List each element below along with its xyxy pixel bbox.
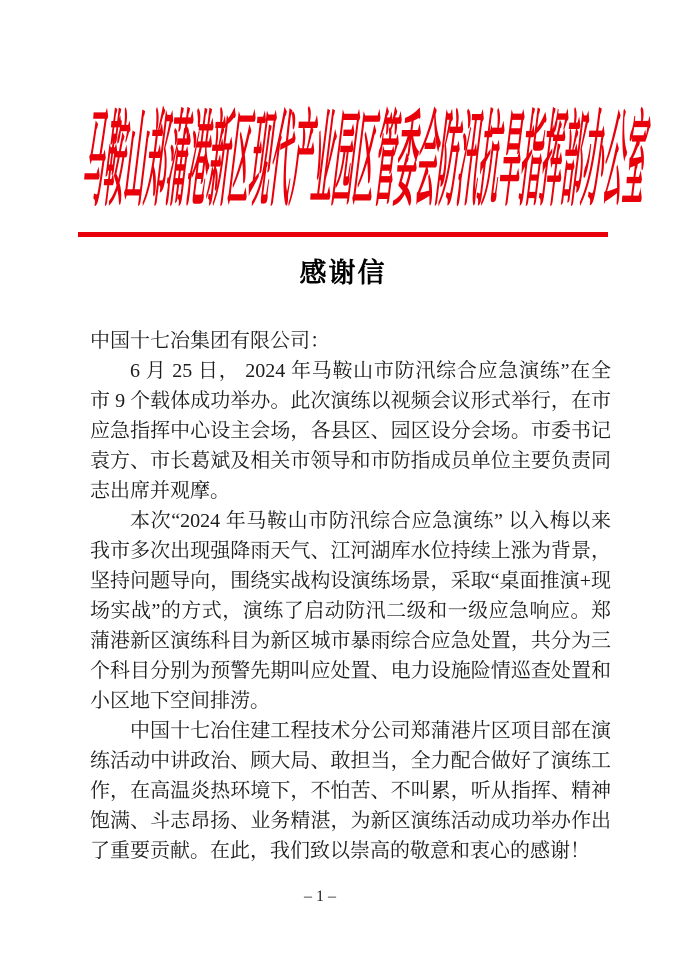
document-title: 感谢信 bbox=[299, 258, 387, 288]
letterhead-rule bbox=[78, 232, 608, 237]
paragraph-3: 中国十七冶住建工程技术分公司郑蒲港片区项目部在演练活动中讲政治、顾大局、敢担当，全力配合做好了演练工作，在高温炎热环境下，不怕苦、不叫累，听从指挥、精神饱满、斗志昂扬、业务精湛，为新区演练活动成功举办作出了重要贡献。在此，我们致以崇高的敬意和衷心的感谢！ bbox=[90, 720, 611, 862]
page-footer bbox=[0, 886, 640, 908]
paragraph-2: 本次“2024 年马鞍山市防汛综合应急演练” 以入梅以来我市多次出现强降雨天气、江河湖库水位持续上涨为背景，坚持问题导向，围绕实战构设演练场景，采取“桌面推演+现场实战”的方式，演练了启动防汛二级和一级应急响应。郑蒲港新区演练科目为新区城市暴雨综合应急处置，共分为三个科目分别为预警先期叫应处置、电力设施险情巡查处置和小区地下空间排涝。 bbox=[90, 510, 611, 712]
page-number: – 1 – bbox=[304, 888, 336, 905]
paragraph-1: 6 月 25 日， 2024 年马鞍山市防汛综合应急演练”在全市 9 个载体成功举办。此次演练以视频会议形式举行，在市应急指挥中心设主会场，各县区、园区设分会场。市委书记袁方、市长葛斌及相关市领导和市防指成员单位主要负责同志出席并观摩。 bbox=[90, 360, 611, 502]
letterhead-title: 马鞍山郑蒲港新区现代产业园区管委会防汛抗旱指挥部办公室 bbox=[78, 104, 654, 219]
salutation: 中国十七冶集团有限公司： bbox=[90, 330, 330, 352]
document-body bbox=[90, 326, 611, 866]
